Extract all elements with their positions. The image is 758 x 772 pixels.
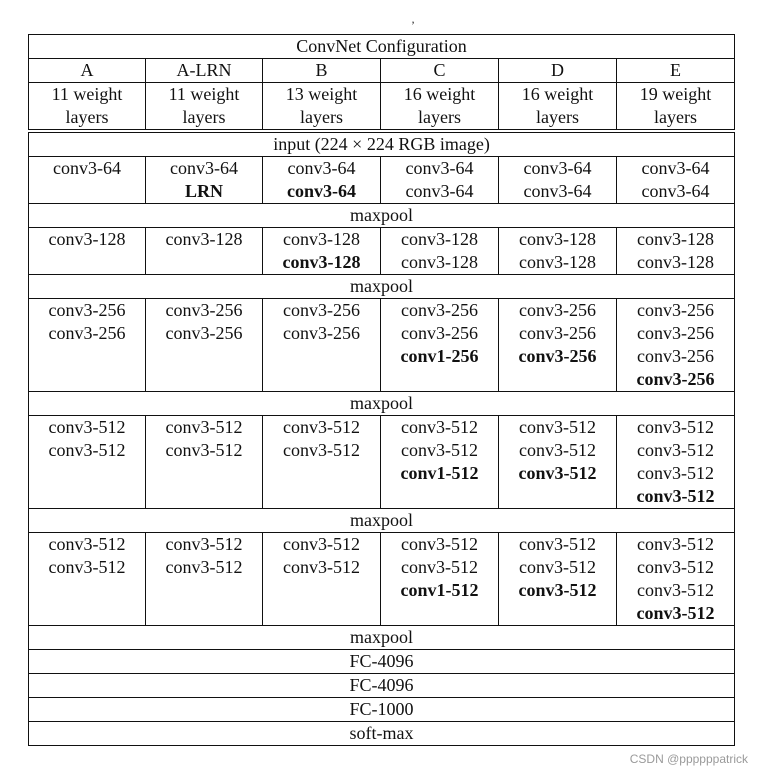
layer-cell — [381, 533, 499, 626]
layer-cell — [381, 228, 499, 275]
tail-row — [29, 722, 735, 746]
layer: conv3-512 — [165, 417, 243, 437]
layer-cell — [146, 299, 263, 392]
input-row — [29, 131, 735, 157]
added-layer: LRN — [184, 181, 223, 201]
layer-cell — [146, 228, 263, 275]
layer: conv3-64 — [405, 158, 474, 178]
layer: conv3-512 — [637, 417, 714, 437]
watermark: CSDN @ppppppatrick — [629, 752, 748, 766]
added-layer: conv3-128 — [282, 252, 361, 272]
layer: conv3-512 — [401, 557, 478, 577]
column-depth-0 — [29, 83, 146, 132]
layer: conv3-128 — [165, 229, 243, 249]
layer: conv3-512 — [637, 580, 714, 600]
layer: conv3-64 — [523, 181, 592, 201]
added-layer: conv3-256 — [518, 346, 597, 366]
layer: conv3-256 — [165, 300, 243, 320]
layer: conv3-64 — [53, 158, 121, 178]
maxpool-row — [29, 392, 735, 416]
depth-line: layers — [536, 107, 579, 127]
depth-line: 19 weight — [639, 84, 712, 104]
layer-cell — [29, 157, 146, 204]
column-depth-3 — [381, 83, 499, 132]
added-layer: conv3-512 — [518, 463, 597, 483]
conv-block-row — [29, 228, 735, 275]
input-cell: input (224 × 224 RGB image) — [29, 131, 735, 157]
maxpool-cell: maxpool — [29, 626, 735, 650]
layer-cell — [29, 416, 146, 509]
layer: conv3-512 — [48, 440, 126, 460]
tail-row — [29, 698, 735, 722]
layer: conv3-256 — [401, 300, 478, 320]
layer-cell — [499, 157, 617, 204]
depth-line: layers — [418, 107, 461, 127]
column-depth-5 — [617, 83, 735, 132]
added-layer: conv1-256 — [400, 346, 479, 366]
layer: conv3-256 — [519, 300, 596, 320]
added-layer: conv3-512 — [518, 580, 597, 600]
tail-cell: FC-1000 — [29, 698, 735, 722]
layer: conv3-512 — [283, 557, 360, 577]
layer: conv3-256 — [283, 323, 360, 343]
layer-cell — [617, 157, 735, 204]
depth-line: 13 weight — [285, 84, 358, 104]
added-layer: conv3-64 — [287, 181, 356, 201]
layer: conv3-512 — [48, 534, 126, 554]
layer-cell — [29, 228, 146, 275]
convnet-config-table — [28, 34, 735, 746]
layer: conv3-256 — [519, 323, 596, 343]
depth-line: layers — [300, 107, 343, 127]
layer: conv3-128 — [401, 252, 478, 272]
depth-line: layers — [65, 107, 109, 127]
layer: conv3-256 — [637, 346, 714, 366]
layer: conv3-512 — [48, 417, 126, 437]
layer-cell — [146, 533, 263, 626]
depth-line: layers — [182, 107, 226, 127]
layer: conv3-64 — [170, 158, 238, 178]
layer-cell — [617, 228, 735, 275]
column-name-0: A — [29, 59, 146, 83]
layer: conv3-512 — [519, 440, 596, 460]
depth-line: layers — [654, 107, 697, 127]
layer-cell — [29, 533, 146, 626]
column-depth-row — [29, 83, 735, 132]
layer-cell — [617, 533, 735, 626]
column-name-2: B — [263, 59, 381, 83]
maxpool-row — [29, 626, 735, 650]
layer: conv3-256 — [637, 300, 714, 320]
layer: conv3-128 — [519, 252, 596, 272]
layer-cell — [263, 157, 381, 204]
tail-row — [29, 650, 735, 674]
column-name-5: E — [617, 59, 735, 83]
layer: conv3-128 — [48, 229, 126, 249]
layer: conv3-512 — [165, 440, 243, 460]
tail-row — [29, 674, 735, 698]
layer-cell — [381, 299, 499, 392]
added-layer: conv3-512 — [636, 603, 715, 623]
layer-cell — [146, 416, 263, 509]
added-layer: conv3-512 — [636, 486, 715, 506]
column-depth-1 — [146, 83, 263, 132]
tail-cell: FC-4096 — [29, 674, 735, 698]
depth-line: 11 weight — [168, 84, 240, 104]
layer: conv3-256 — [637, 323, 714, 343]
layer-cell — [381, 416, 499, 509]
layer-cell — [263, 228, 381, 275]
layer: conv3-512 — [637, 440, 714, 460]
layer: conv3-128 — [401, 229, 478, 249]
depth-line: 11 weight — [51, 84, 123, 104]
maxpool-row — [29, 204, 735, 228]
layer-cell — [263, 299, 381, 392]
maxpool-row — [29, 275, 735, 299]
column-name-row — [29, 59, 735, 83]
layer: conv3-64 — [641, 181, 710, 201]
layer: conv3-256 — [401, 323, 478, 343]
layer-cell — [499, 416, 617, 509]
layer: conv3-128 — [283, 229, 360, 249]
layer-cell — [499, 533, 617, 626]
layer: conv3-128 — [519, 229, 596, 249]
layer: conv3-512 — [637, 534, 714, 554]
layer: conv3-512 — [283, 440, 360, 460]
column-name-4: D — [499, 59, 617, 83]
column-name-1: A-LRN — [146, 59, 263, 83]
maxpool-cell: maxpool — [29, 275, 735, 299]
layer: conv3-64 — [641, 158, 710, 178]
layer: conv3-128 — [637, 252, 714, 272]
layer: conv3-512 — [519, 557, 596, 577]
layer: conv3-512 — [283, 534, 360, 554]
layer-cell — [499, 228, 617, 275]
tail-cell: soft-max — [29, 722, 735, 746]
maxpool-cell: maxpool — [29, 509, 735, 533]
layer: conv3-512 — [401, 417, 478, 437]
conv-block-row — [29, 416, 735, 509]
layer: conv3-256 — [283, 300, 360, 320]
layer-cell — [263, 533, 381, 626]
column-depth-4 — [499, 83, 617, 132]
layer-cell — [617, 299, 735, 392]
title-row — [29, 35, 735, 59]
layer: conv3-512 — [637, 557, 714, 577]
layer: conv3-64 — [405, 181, 474, 201]
maxpool-cell: maxpool — [29, 392, 735, 416]
layer-cell — [263, 416, 381, 509]
layer: conv3-64 — [523, 158, 592, 178]
top-mark: ’ — [411, 18, 415, 32]
layer-cell — [146, 157, 263, 204]
layer: conv3-512 — [637, 463, 714, 483]
conv-block-row — [29, 157, 735, 204]
layer-cell — [617, 416, 735, 509]
layer: conv3-512 — [165, 557, 243, 577]
layer: conv3-128 — [637, 229, 714, 249]
column-depth-2 — [263, 83, 381, 132]
layer-cell — [499, 299, 617, 392]
depth-line: 16 weight — [403, 84, 476, 104]
layer: conv3-256 — [48, 323, 126, 343]
maxpool-row — [29, 509, 735, 533]
layer: conv3-512 — [519, 417, 596, 437]
layer: conv3-512 — [165, 534, 243, 554]
added-layer: conv1-512 — [400, 580, 479, 600]
conv-block-row — [29, 299, 735, 392]
column-name-3: C — [381, 59, 499, 83]
layer: conv3-256 — [48, 300, 126, 320]
layer: conv3-512 — [401, 534, 478, 554]
added-layer: conv3-256 — [636, 369, 715, 389]
layer: conv3-256 — [165, 323, 243, 343]
layer: conv3-64 — [287, 158, 356, 178]
tail-cell: FC-4096 — [29, 650, 735, 674]
layer: conv3-512 — [283, 417, 360, 437]
layer: conv3-512 — [519, 534, 596, 554]
layer-cell — [29, 299, 146, 392]
layer: conv3-512 — [401, 440, 478, 460]
added-layer: conv1-512 — [400, 463, 479, 483]
conv-block-row — [29, 533, 735, 626]
layer-cell — [381, 157, 499, 204]
table-title: ConvNet Configuration — [29, 35, 735, 59]
maxpool-cell: maxpool — [29, 204, 735, 228]
layer: conv3-512 — [48, 557, 126, 577]
depth-line: 16 weight — [521, 84, 594, 104]
